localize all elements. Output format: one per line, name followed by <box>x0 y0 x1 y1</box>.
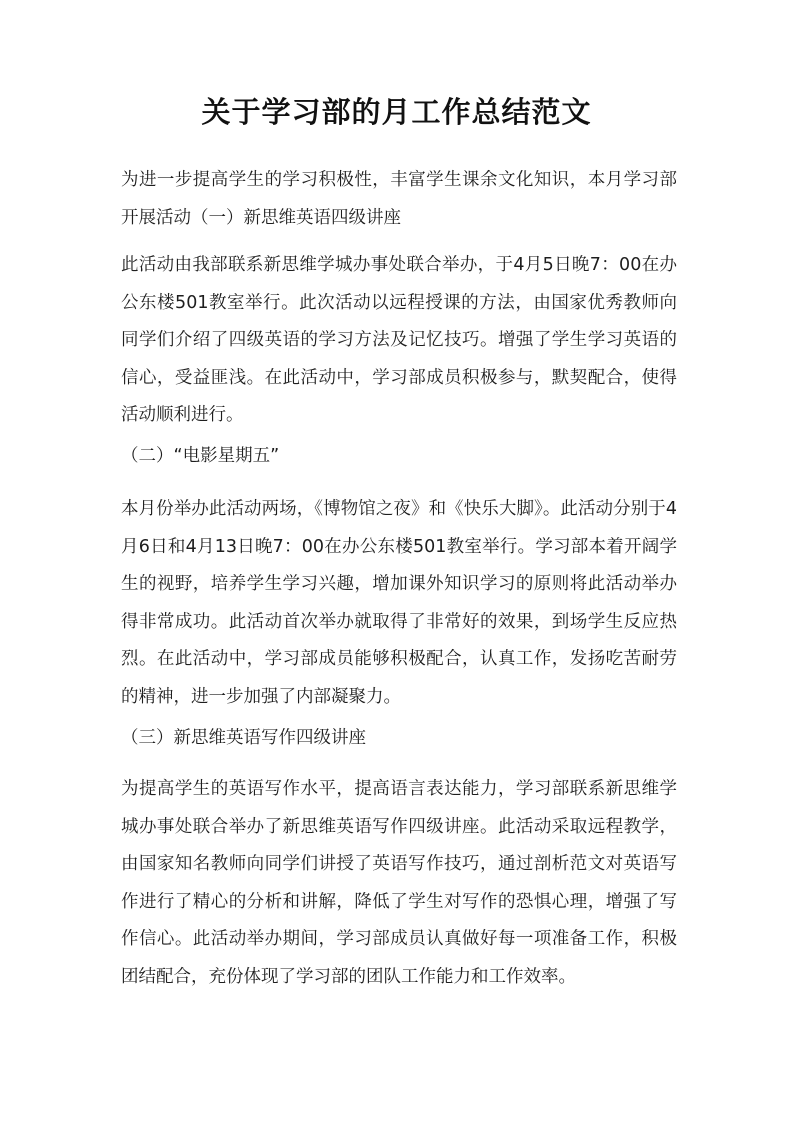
paragraph-activity-3: 为提高学生的英语写作水平，提高语言表达能力，学习部联系新思维学城办事处联合举办了新思维英语写作四级讲座。此活动采取远程教学，由国家知名教师向同学们讲授了英语写作技巧，通过剖析范文对英语写作进行了精心的分析和讲解，降低了学生对写作的恐惧心理，增强了写作信心。此活动举办期间，学习部成员认真做好每一项准备工作，积极团结配合，充份体现了学习部的团队工作能力和工作效率。 <box>121 779 677 987</box>
section-heading-3: （三）新思维英语写作四级讲座 <box>121 728 366 748</box>
document-title: 关于学习部的月工作总结范文 <box>201 95 592 129</box>
paragraph-activity-1: 此活动由我部联系新思维学城办事处联合举办，于4月5日晚7：00在办公东楼501教室举行。此次活动以远程授课的方法，由国家优秀教师向同学们介绍了四级英语的学习方法及记忆技巧。增强了学生学习英语的信心，受益匪浅。在此活动中，学习部成员积极参与，默契配合，使得活动顺利进行。 <box>121 255 677 425</box>
section-heading-2: （二）“电影星期五” <box>121 446 280 466</box>
paragraph-activity-2: 本月份举办此活动两场，《博物馆之夜》和《快乐大脚》。此活动分别于4月6日和4月13日晚7：00在办公东楼501教室举行。学习部本着开阔学生的视野，培养学生学习兴趣，增加课外知识学习的原则将此活动举办得非常成功。此活动首次举办就取得了非常好的效果，到场学生反应热烈。在此活动中，学习部成员能够积极配合，认真工作，发扬吃苦耐劳的精神，进一步加强了内部凝聚力。 <box>121 499 677 707</box>
paragraph-intro: 为进一步提高学生的学习积极性，丰富学生课余文化知识，本月学习部开展活动（一）新思维英语四级讲座 <box>121 170 677 228</box>
